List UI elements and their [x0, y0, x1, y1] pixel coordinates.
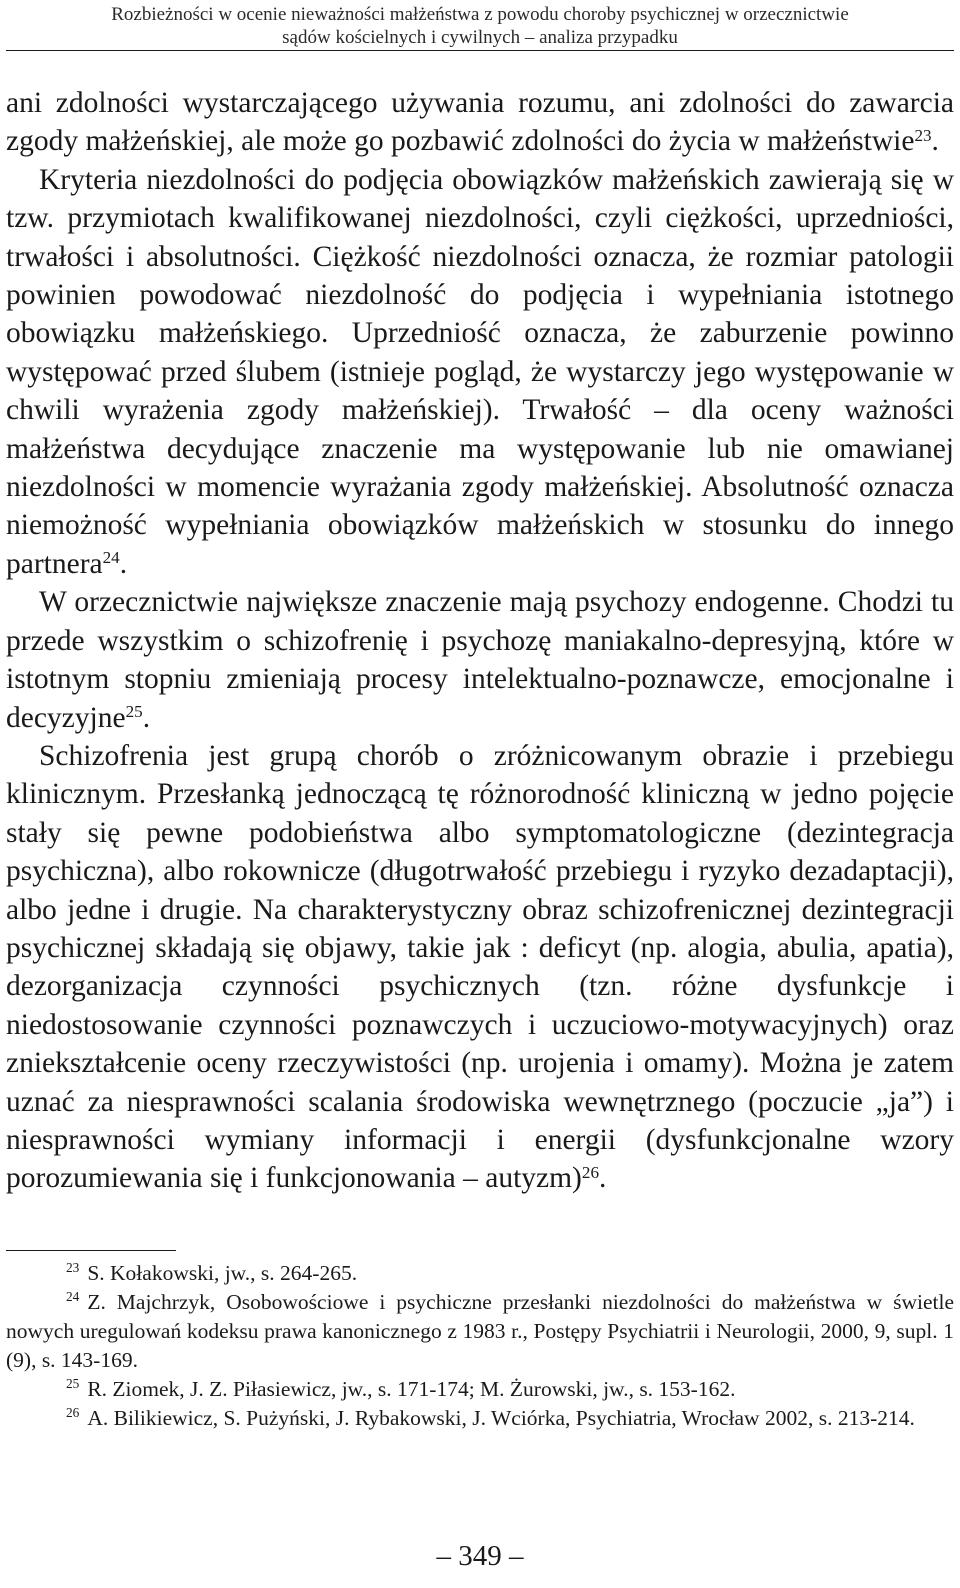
paragraph-4-tail: .: [599, 1162, 607, 1195]
footnote-26: 26 A. Bilikiewicz, S. Pużyński, J. Rybakowski, J. Wciórka, Psychiatria, Wrocław 2002, s. 213-214.: [66, 1404, 915, 1430]
paragraph-3-tail: .: [142, 701, 151, 734]
footnote-23: 23 S. Kołakowski, jw., s. 264-265.: [66, 1259, 358, 1285]
footnote-ref-26[interactable]: 26: [581, 1162, 599, 1182]
paragraph-1: [6, 84, 954, 161]
footnote-text: R. Ziomek, J. Z. Piłasiewicz, jw., s. 171-174; M. Żurowski, jw., s. 153-162.: [87, 1377, 736, 1401]
paragraph-3-text: W orzecznictwie największe znaczenie mają psychozy endogenne. Chodzi tu przede wszystkim o schizofrenię i psychozę maniakalno-depresyjną, które w istotnym stopniu zmieniają procesy intelektualno-poznawcze, emocjonalne i decyzyjne: [6, 586, 954, 734]
footnote-25: 25 R. Ziomek, J. Z. Piłasiewicz, jw., s. 171-174; M. Żurowski, jw., s. 153-162.: [66, 1375, 736, 1401]
paragraph-4-text: Schizofrenia jest grupą chorób o zróżnicowanym obrazie i przebiegu klinicznym. Przesłanką jednoczącą tę różnorodność kliniczną w jedno pojęcie stały się pewne podobieństwa albo symptomatologiczne (dezintegracja psychiczna), albo rokownicze (długotrwałość przebiegu i ryzyko dezadaptacji), albo jedne i drugie. Na charakterystyczny obraz schizofrenicznej dezintegracji psychicznej składają się objawy, takie jak : deficyt (np. alogia, abulia, apatia), dezorganizacja czynności psychicznych (tzn. różne dysfunkcje i niedostosowanie czynności poznawczych i uczuciowo-motywacyjnych) oraz zniekształcenie oceny rzeczywistości (np. urojenia i omamy). Można je zatem uznać za niesprawności scalania środowiska wewnętrznego (poczucie „ja”) i niesprawności wymiany informacji i energii (dysfunkcjonalne wzory porozumiewania się i funkcjonowania – autyzm): [6, 739, 954, 1195]
paragraph-1-text: ani zdolności wystarczającego używania rozumu, ani zdolności do zawarcia zgody małżeńskiej, ale może go pozbawić zdolności do życia w małżeństwie: [6, 87, 954, 158]
header-rule: [6, 50, 954, 51]
footnotes: [6, 1259, 954, 1433]
paragraph-2-text: Kryteria niezdolności do podjęcia obowiązków małżeńskich zawierają się w tzw. przymiotach kwalifikowanej niezdolności, czyli ciężkości, uprzedniości, trwałości i absolutności. Ciężkość niezdolności oznacza, że rozmiar patologii powinien powodować niezdolność do podjęcia i wypełniania istotnego obowiązku małżeńskiego. Uprzedniość oznacza, że zaburzenie powinno występować przed ślubem (istnieje pogląd, że wystarczy jego występowanie w chwili wyrażenia zgody małżeńskiej). Trwałość – dla oceny ważności małżeństwa decydujące znaczenie ma występowanie lub nie omawianej niezdolności w momencie wyrażania zgody małżeńskiej. Absolutność oznacza niemożność wypełniania obowiązków małżeńskich w stosunku do innego partnera: [6, 163, 954, 580]
running-header: [6, 3, 954, 49]
footnote-text: Z. Majchrzyk, Osobowościowe i psychiczne przesłanki niezdolności do małżeństwa w świetle nowych uregulowań kodeksu prawa kanonicznego z 1983 r., Postępy Psychiatrii i Neurologii, 2000, 9, supl. 1 (9), s. 143-169.: [6, 1290, 954, 1372]
running-header-line-1: Rozbieżności w ocenie nieważności małżeństwa z powodu choroby psychicznej w orzecznictwie: [111, 4, 849, 25]
footnote-ref-24[interactable]: 24: [102, 548, 120, 568]
paragraph-2: [6, 161, 954, 583]
footnote-ref-23[interactable]: 23: [914, 125, 932, 145]
paragraph-4: [6, 737, 954, 1198]
page-number: – 349 –: [436, 1540, 524, 1572]
paragraph-1-tail: .: [931, 125, 939, 158]
paragraph-2-tail: .: [119, 547, 128, 580]
footnote-text: A. Bilikiewicz, S. Pużyński, J. Rybakowski, J. Wciórka, Psychiatria, Wrocław 2002, s. 213-214.: [87, 1406, 915, 1430]
main-text: [6, 84, 954, 1198]
footnote-ref-25[interactable]: 25: [125, 701, 143, 721]
footnote-24: 24 Z. Majchrzyk, Osobowościowe i psychiczne przesłanki niezdolności do małżeństwa w świetle nowych uregulowań kodeksu prawa kanonicznego z 1983 r., Postępy Psychiatrii i Neurologii, 2000, 9, supl. 1 (9), s. 143-169.: [6, 1288, 954, 1372]
footnote-text: S. Kołakowski, jw., s. 264-265.: [87, 1261, 358, 1285]
running-header-line-2: sądów kościelnych i cywilnych – analiza przypadku: [282, 27, 678, 48]
footnote-rule: [6, 1250, 176, 1251]
paragraph-3: [6, 583, 954, 737]
